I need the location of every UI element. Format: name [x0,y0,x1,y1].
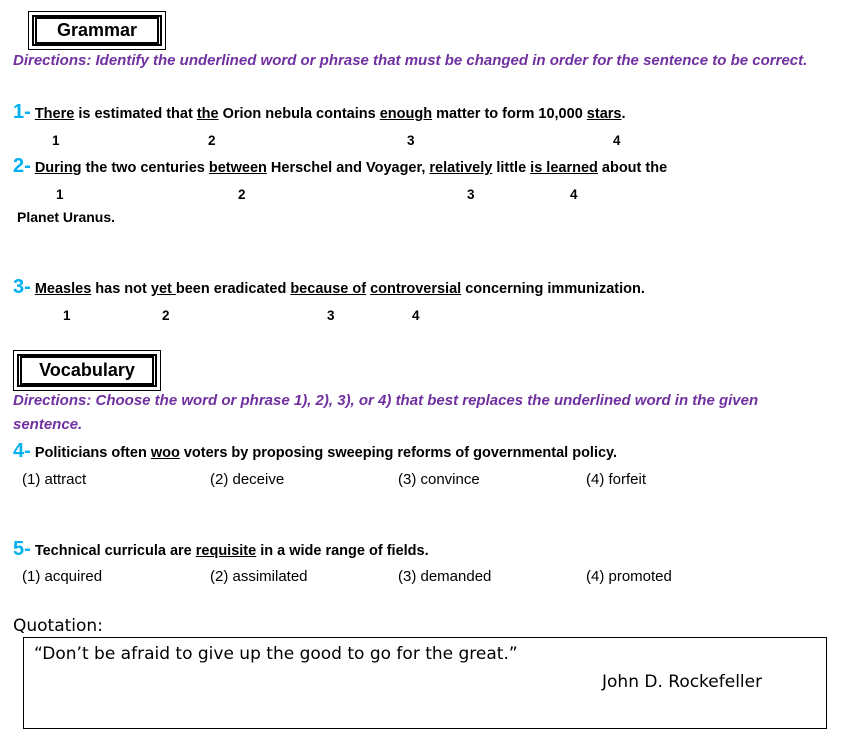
quotation-text: “Don’t be afraid to give up the good to go for the great.” [34,644,518,664]
q3-label-1: 1 [63,308,71,323]
q2-label-4: 4 [570,187,578,202]
q3-underlined-4: controversial [370,281,462,297]
q2-underlined-1: During [34,160,82,176]
grammar-directions: Directions: Identify the underlined word or phrase that must be changed in order for the sentence to be correct. [13,52,808,69]
q1-label-4: 4 [613,133,621,148]
q1-label-2: 2 [208,133,216,148]
q3-text: concerning immunization. [461,281,645,297]
q3-underlined-2: yet [150,281,176,297]
q1-underlined-4: stars [586,106,622,122]
q3-label-2: 2 [162,308,170,323]
q1-underlined-1: There [34,106,75,122]
q3-underlined-1: Measles [34,281,92,297]
q3-label-3: 3 [327,308,335,323]
vocabulary-heading: Vocabulary [20,356,154,385]
question-1-number: 1- [13,101,31,123]
question-1 [13,101,626,124]
question-3-number: 3- [13,276,31,298]
q1-label-1: 1 [52,133,60,148]
q1-text: Orion nebula contains [218,106,380,122]
q1-underlined-2: the [196,106,219,122]
question-2 [13,155,667,178]
quotation-box [23,637,827,729]
q2-text: about the [597,160,668,176]
q2-label-2: 2 [238,187,246,202]
q2-underlined-2: between [208,160,267,176]
q5-choice-2: (2) assimilated [210,568,308,585]
question-4-number: 4- [13,440,31,462]
q1-label-3: 3 [407,133,415,148]
q1-text: is estimated that [74,106,197,122]
q2-text: little [492,160,531,176]
q4-text: voters by proposing sweeping reforms of governmental policy. [179,445,618,461]
q2-text: the two centuries [81,160,209,176]
vocabulary-heading-box [13,350,161,391]
question-5-number: 5- [13,538,31,560]
q3-text: been eradicated [175,281,291,297]
q4-choice-4: (4) forfeit [586,471,647,488]
q5-choice-4: (4) promoted [586,568,672,585]
q5-underlined: requisite [195,543,257,559]
question-4 [13,440,617,463]
q3-underlined-3: because of [290,281,367,297]
question-2-number: 2- [13,155,31,177]
q4-underlined: woo [150,445,180,461]
q5-text: in a wide range of fields. [256,543,429,559]
grammar-heading-box [28,11,166,50]
q4-text: Politicians often [30,445,151,461]
q2-underlined-4: is learned [530,160,598,176]
grammar-heading: Grammar [35,17,159,44]
question-5 [13,538,429,561]
q2-text: Herschel and Voyager, [266,160,430,176]
q1-underlined-3: enough [379,106,433,122]
q2-underlined-3: relatively [429,160,493,176]
q4-choice-3: (3) convince [398,471,480,488]
q5-choice-1: (1) acquired [22,568,103,585]
q1-text: matter to form 10,000 [432,106,587,122]
question-3 [13,276,645,299]
q2-line-2: Planet Uranus. [17,209,116,225]
vocabulary-directions: Directions: Choose the word or phrase 1), 2), 3), or 4) that best replaces the underlined word in the given sentence. [13,392,759,433]
quotation-label: Quotation: [13,616,103,636]
q3-text: has not [91,281,151,297]
q4-choice-1: (1) attract [22,471,87,488]
q5-text: Technical curricula are [30,543,196,559]
q5-choice-3: (3) demanded [398,568,492,585]
quotation-author: John D. Rockefeller [602,672,763,692]
q4-choice-2: (2) deceive [210,471,285,488]
q3-label-4: 4 [412,308,420,323]
q2-label-1: 1 [56,187,64,202]
q1-text: . [621,106,626,122]
q2-label-3: 3 [467,187,475,202]
